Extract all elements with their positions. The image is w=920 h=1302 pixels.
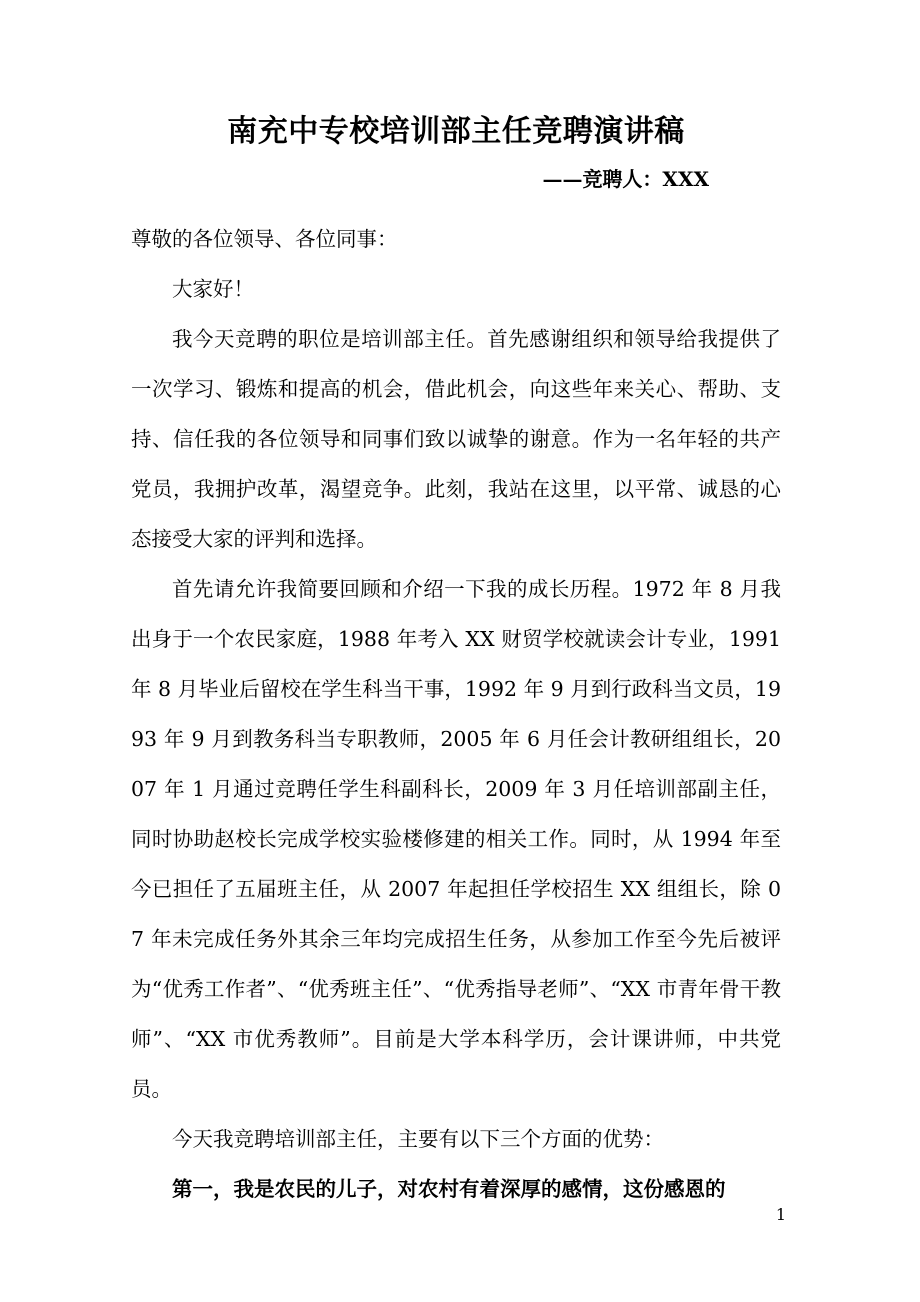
document-body bbox=[131, 0, 781, 1214]
paragraph-4-bold: 第一，我是农民的儿子，对农村有着深厚的感情，这份感恩的 bbox=[172, 1177, 726, 1201]
paragraph-2: 首先请允许我简要回顾和介绍一下我的成长历程。1972 年 8 月我出身于一个农民家庭，1988 年考入 XX 财贸学校就读会计专业，1991 年 8 月毕业后留校在学生科当干事，1992 年 9 月到行政科当文员，1993 年 9 月到教务科当专职教师，2005 年 6 月任会计教研组组长，2007 年 1 月通过竞聘任学生科副科长，2009 年 3 月任培训部副主任，同时协助赵校长完成学校实验楼修建的相关工作。同时，从 1994 年至今已担任了五届班主任，从 2007 年起担任学校招生 XX 组组长，除 07 年未完成任务外其余三年均完成招生任务，从参加工作至今先后被评为“优秀工作者”、“优秀班主任”、“优秀指导老师”、“XX 市青年骨干教师”、“XX 市优秀教师”。目前是大学本科学历，会计课讲师，中共党员。 bbox=[131, 577, 781, 1101]
page-number: 1 bbox=[775, 1205, 786, 1224]
greeting-line: 大家好！ bbox=[172, 277, 254, 301]
page-title: 南充中专校培训部主任竞聘演讲稿 bbox=[227, 114, 685, 149]
salutation-line: 尊敬的各位领导、各位同事： bbox=[131, 227, 398, 251]
document-subtitle: ——竞聘人：XXX bbox=[542, 167, 709, 191]
paragraph-3: 今天我竞聘培训部主任，主要有以下三个方面的优势： bbox=[172, 1127, 664, 1151]
paragraph-1: 我今天竞聘的职位是培训部主任。首先感谢组织和领导给我提供了一次学习、锻炼和提高的机会，借此机会，向这些年来关心、帮助、支持、信任我的各位领导和同事们致以诚挚的谢意。作为一名年轻的共产党员，我拥护改革，渴望竞争。此刻，我站在这里，以平常、诚恳的心态接受大家的评判和选择。 bbox=[131, 327, 781, 551]
